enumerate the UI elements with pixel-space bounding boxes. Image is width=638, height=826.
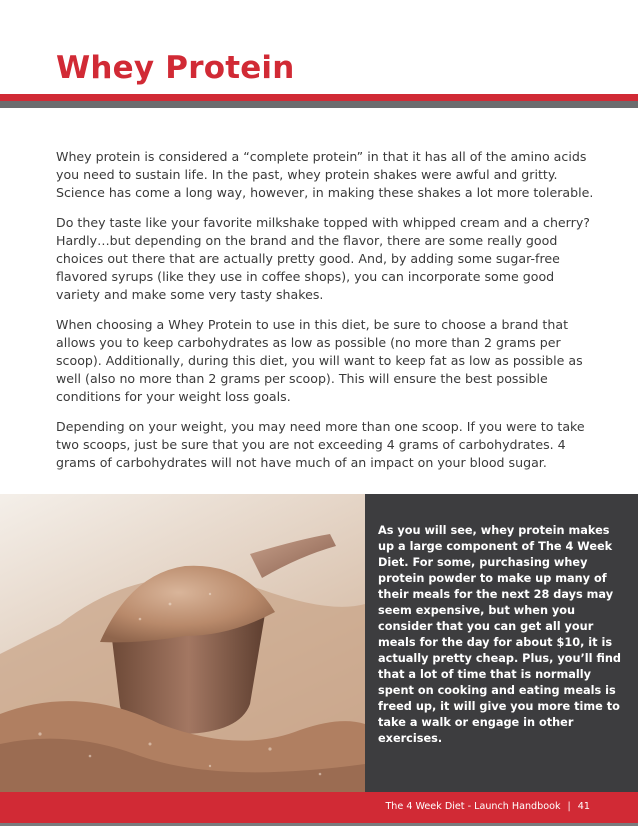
callout-panel [365, 494, 638, 792]
page-number: 41 [577, 801, 590, 812]
paragraph-4: Depending on your weight, you may need more than one scoop. If you were to take two scoops, just be sure that you are not exceeding 4 grams of carbohydrates. 4 grams of carbohydrates will not have much of an impact on your blood sugar. [56, 419, 585, 470]
page-title: Whey Protein [56, 50, 295, 86]
paragraph-2: Do they taste like your favorite milkshake topped with whipped cream and a cherry? Hardly…but depending on the brand and the flavor, there are some really good choices out there that are actually pretty good. And, by adding some sugar-free flavored syrups (like they use in coffee shops), you can incorporate some good variety and make some very tasty shakes. [56, 215, 590, 302]
callout-text: As you will see, whey protein makes up a large component of The 4 Week Diet. For some, purchasing whey protein powder to make up many of their meals for the next 28 days may seem expensive, but when you consider that you can get all your meals for the day for about $10, it is actually pretty cheap. Plus, you’ll find that a lot of time that is normally spent on cooking and eating meals is freed up, it will give you more time to take a walk or engage in other exercises. [378, 524, 621, 745]
footer-text [385, 801, 590, 812]
paragraph-3: When choosing a Whey Protein to use in this diet, be sure to choose a brand that allows you to keep carbohydrates as low as possible (no more than 2 grams per scoop). Additionally, during this diet, you will want to keep fat as low as possible as well (also no more than 2 grams per scoop). This will ensure the best possible conditions for your weight loss goals. [56, 317, 583, 404]
footer-bar [0, 792, 638, 823]
paragraph-1: Whey protein is considered a “complete protein” in that it has all of the amino acids you need to sustain life. In the past, whey protein shakes were awful and gritty. Science has come a long way, however, in making these shakes a lot more tolerable. [56, 149, 594, 200]
footer-separator: | [567, 801, 571, 812]
footer-book-title: The 4 Week Diet - Launch Handbook [385, 801, 561, 812]
title-rule-gray [0, 101, 638, 108]
title-rule-red [0, 94, 638, 101]
body-text [56, 148, 596, 484]
